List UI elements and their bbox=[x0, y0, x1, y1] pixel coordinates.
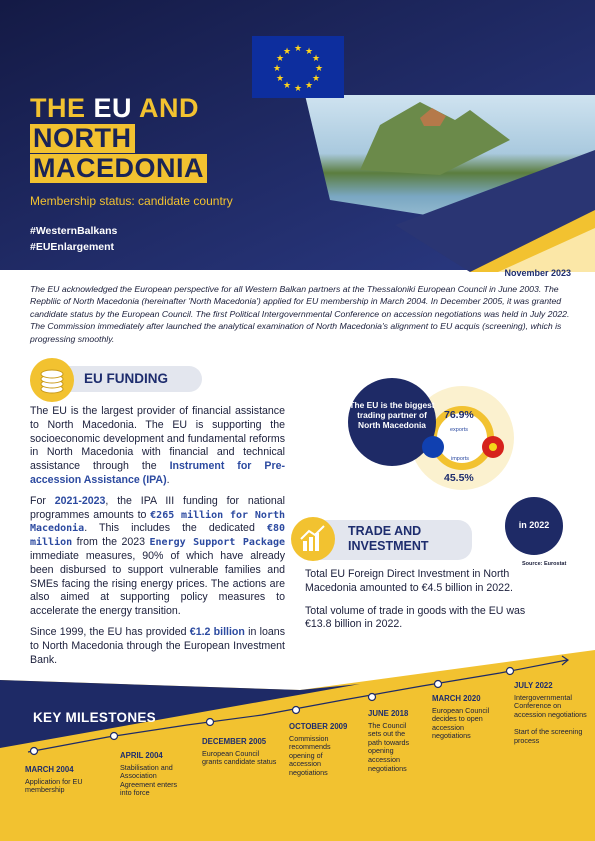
ipa-amount-highlight: €265 million for North Macedonia bbox=[30, 509, 285, 535]
exports-label: exports bbox=[450, 427, 469, 433]
milestone-dot bbox=[369, 694, 376, 701]
header-banner bbox=[0, 0, 595, 272]
eu-funding-text bbox=[30, 405, 285, 674]
imports-percentage: 45.5% bbox=[444, 472, 474, 484]
milestone-dot bbox=[293, 707, 300, 714]
source-note: Source: Eurostat bbox=[522, 561, 567, 567]
title-macedonia: MACEDONIA bbox=[30, 154, 207, 183]
north-macedonia-flag-icon bbox=[482, 436, 504, 458]
milestone-october-2009: OCTOBER 2009 Commission recommends opening of accession negotiations bbox=[289, 722, 348, 777]
hashtag-western-balkans: #WesternBalkans bbox=[30, 225, 118, 237]
trading-partner-circle: The EU is the biggest trading partner of North Macedonia bbox=[348, 378, 436, 466]
eu-flag-icon bbox=[422, 436, 444, 458]
funding-paragraph-1: The EU is the largest provider of financial assistance to North Macedonia. The EU is supporting the socioeconomic development and fundamental reforms in North Macedonia with financial and technical assistance through the Instrument for Pre-accession Assistance (IPA). bbox=[30, 405, 286, 486]
milestone-march-2020: MARCH 2020 European Council decides to open accession negotiations bbox=[432, 694, 490, 741]
eu-funding-heading: EU FUNDING bbox=[36, 366, 202, 392]
eu-flag bbox=[252, 36, 344, 98]
svg-text:★: ★ bbox=[272, 64, 282, 74]
milestone-july-2022: JULY 2022 Intergovernmental Conference on accession negotiations Start of the screening process bbox=[514, 681, 587, 745]
svg-text:★: ★ bbox=[311, 74, 321, 84]
milestone-dot bbox=[31, 748, 38, 755]
milestone-march-2004: MARCH 2004 Application for EU membership bbox=[25, 765, 83, 795]
svg-text:★: ★ bbox=[314, 64, 324, 74]
milestone-april-2004: APRIL 2004 Stabilisation and Association Agreement enters into force bbox=[120, 751, 178, 798]
title-eu: EU bbox=[93, 93, 133, 123]
milestone-dot bbox=[435, 681, 442, 688]
svg-text:★: ★ bbox=[282, 81, 292, 91]
svg-text:★: ★ bbox=[304, 81, 314, 91]
growth-chart-icon bbox=[291, 517, 335, 561]
milestone-june-2018: JUNE 2018 The Council sets out the path towards opening accession negotiations bbox=[368, 709, 410, 773]
year-badge: in 2022 bbox=[505, 497, 563, 555]
svg-text:★: ★ bbox=[282, 47, 292, 57]
membership-status: Membership status: candidate country bbox=[30, 194, 233, 208]
eu-stars-icon bbox=[252, 36, 344, 98]
trade-volume-paragraph: Total volume of trade in goods with the EU was €13.8 billion in 2022. bbox=[305, 604, 526, 631]
milestone-dot bbox=[507, 668, 514, 675]
imports-label: imports bbox=[451, 456, 470, 462]
hashtag-eu-enlargement: #EUEnlargement bbox=[30, 241, 115, 253]
milestone-dot bbox=[111, 733, 118, 740]
ipa-highlight: Instrument for Pre-accession Assistance (IPA) bbox=[30, 460, 286, 486]
key-milestones-heading: KEY MILESTONES bbox=[33, 710, 156, 725]
funding-paragraph-2: For 2021-2023, the IPA III funding for national programmes amounts to €265 million for North Macedonia. This includes the dedicated €80 million from the 2023 Energy Support Package immediate measures, 90% of which have already been disbursed to support vulnerable families and SMEs facing the rising energy prices. The actions are also aimed at supporting policy measures to accelerate the energy transition. bbox=[30, 494, 285, 618]
funding-paragraph-3: Since 1999, the EU has provided €1.2 billion in loans to North Macedonia through the European Investment Bank. bbox=[30, 625, 285, 666]
intro-paragraph: The EU acknowledged the European perspective for all Western Balkan partners at the Thessaloniki European Council in June 2003. The Repbliic of North Macedonia (hereinafter 'North Macedonia') applied for EU membership in March 2004. In December 2005, it was granted candidate status by the European Council. The first Political Intergovernmental Conference on accession negotiations was held in July 2022. The Commission immediately after launched the analytical examination of North Macedonia's alignment to EU acquis (screening), which is progressing smoothly. bbox=[30, 284, 570, 344]
page-title: THE EU AND NORTH MACEDONIA bbox=[30, 94, 207, 183]
svg-text:★: ★ bbox=[275, 74, 285, 84]
svg-text:★: ★ bbox=[293, 84, 303, 94]
trade-investment-heading: TRADE AND INVESTMENT bbox=[300, 520, 472, 560]
fdi-paragraph: Total EU Foreign Direct Investment in North Macedonia amounted to €4.5 billion in 2022. bbox=[305, 568, 513, 594]
svg-text:★: ★ bbox=[304, 47, 314, 57]
milestone-december-2005: DECEMBER 2005 European Council grants candidate status bbox=[202, 737, 277, 767]
exports-percentage: 76.9% bbox=[444, 409, 474, 421]
hashtags bbox=[30, 223, 117, 255]
milestone-dot bbox=[207, 719, 214, 726]
title-north: NORTH bbox=[30, 124, 135, 153]
svg-text:★: ★ bbox=[275, 54, 285, 64]
svg-text:★: ★ bbox=[311, 54, 321, 64]
coins-icon bbox=[30, 358, 74, 402]
svg-text:★: ★ bbox=[293, 44, 303, 54]
publication-date: November 2023 bbox=[504, 268, 571, 278]
trade-text bbox=[305, 568, 550, 641]
